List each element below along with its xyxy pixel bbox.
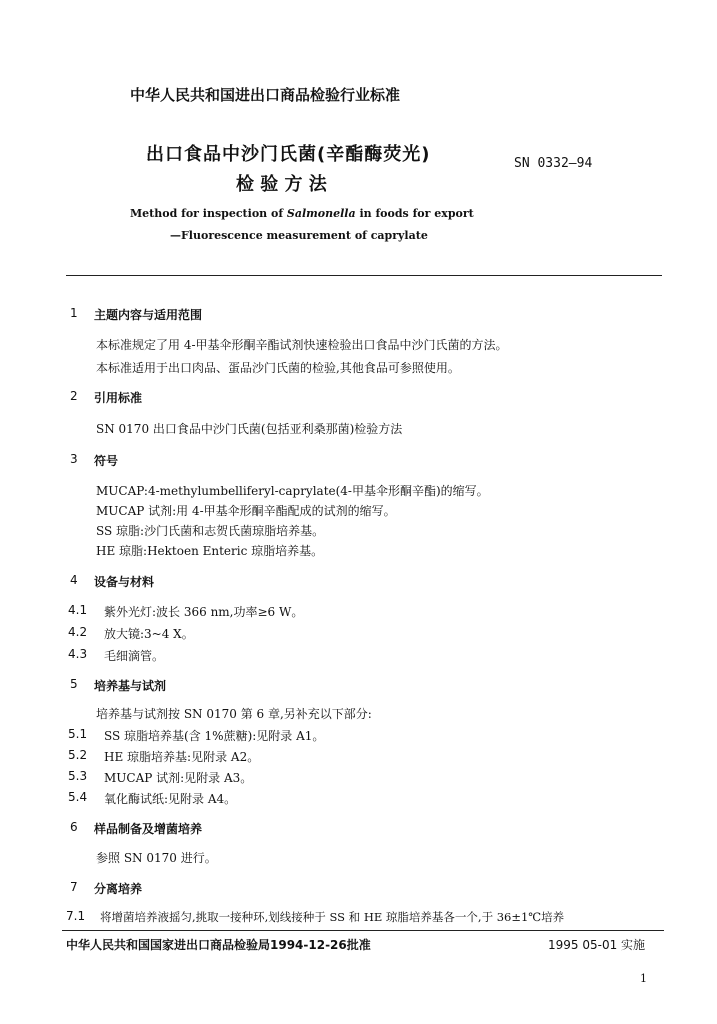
section-3-number: 3 [70,452,78,466]
document-title-line2: 检 验 方 法 [236,174,327,195]
footer-divider [62,930,664,931]
section-4-title: 设备与材料 [94,575,155,589]
item-text: 紫外光灯:波长 366 nm,功率≥6 W。 [104,605,304,619]
section-2-para-1: SN 0170 出口食品中沙门氏菌(包括亚利桑那菌)检验方法 [96,422,403,436]
section-1-number: 1 [70,306,78,320]
section-1-para-1: 本标准规定了用 4-甲基伞形酮辛酯试剂快速检验出口食品中沙门氏菌的方法。 [96,338,508,352]
section-3-para-2: MUCAP 试剂:用 4-甲基伞形酮辛酯配成的试剂的缩写。 [96,504,396,518]
item-text: 将增菌培养液摇匀,挑取一接种环,划线接种于 SS 和 HE 琼脂培养基各一个,于 36±1℃培养 [100,910,565,924]
english-title-line2: —Fluorescence measurement of caprylate [170,229,428,242]
section-4-number: 4 [70,573,78,587]
english-title-line1 [130,207,474,220]
section-5-number: 5 [70,677,78,691]
section-5-title: 培养基与试剂 [94,679,167,693]
section-1-title: 主题内容与适用范围 [94,308,203,322]
section-1-para-2: 本标准适用于出口肉品、蛋品沙门氏菌的检验,其他食品可参照使用。 [96,361,460,375]
item-text: 氧化酶试纸:见附录 A4。 [104,792,237,806]
english-title-pre: Method for inspection of [130,207,287,220]
section-3-para-3: SS 琼脂:沙门氏菌和志贺氏菌琼脂培养基。 [96,524,325,538]
item-text: 放大镜:3~4 X。 [104,627,194,641]
section-7-number: 7 [70,880,78,894]
section-3-para-1: MUCAP:4-methylumbelliferyl-caprylate(4-甲基伞形酮辛酯)的缩写。 [96,484,489,498]
item-text: MUCAP 试剂:见附录 A3。 [104,771,253,785]
item-number: 7.1 [66,909,86,923]
item-number: 4.1 [68,603,88,617]
section-5-intro: 培养基与试剂按 SN 0170 第 6 章,另补充以下部分: [96,707,372,721]
section-2-title: 引用标准 [94,391,143,405]
approval-statement: 中华人民共和国国家进出口商品检验局1994-12-26批准 [66,938,371,952]
item-number: 5.2 [68,748,88,762]
item-number: 4.3 [68,647,88,661]
item-number: 4.2 [68,625,88,639]
section-6-para-1: 参照 SN 0170 进行。 [96,851,217,865]
section-7-title: 分离培养 [94,882,143,896]
document-title-line1: 出口食品中沙门氏菌(辛酯酶荧光) [146,144,431,165]
item-text: SS 琼脂培养基(含 1%蔗糖):见附录 A1。 [104,729,325,743]
standard-code: SN 0332—94 [514,156,593,171]
section-3-title: 符号 [94,454,119,468]
section-6-title: 样品制备及增菌培养 [94,822,203,836]
effective-date: 1995 05-01 实施 [548,938,646,952]
header-divider [66,275,662,276]
item-number: 5.4 [68,790,88,804]
section-3-para-4: HE 琼脂:Hektoen Enteric 琼脂培养基。 [96,544,324,558]
section-6-number: 6 [70,820,78,834]
page-number: 1 [640,972,647,985]
english-title-post: in foods for export [355,207,474,220]
item-number: 5.3 [68,769,88,783]
english-title-italic: Salmonella [286,207,356,220]
section-2-number: 2 [70,389,78,403]
org-standard-title: 中华人民共和国进出口商品检验行业标准 [130,86,401,104]
item-text: HE 琼脂培养基:见附录 A2。 [104,750,260,764]
item-text: 毛细滴管。 [104,649,165,663]
item-number: 5.1 [68,727,88,741]
